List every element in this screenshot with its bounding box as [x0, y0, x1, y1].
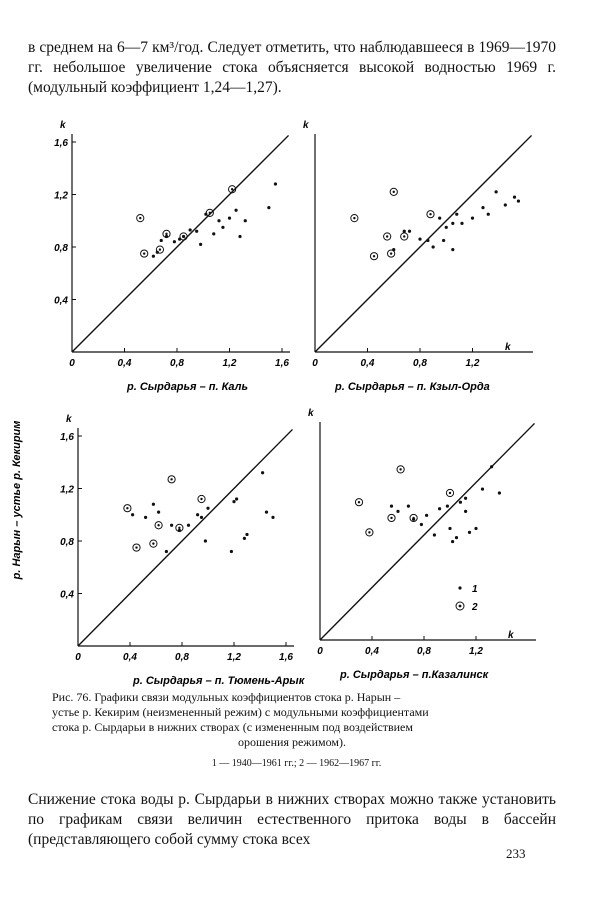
y-axis-label: р. Нарын – устье р. Кекирим: [11, 420, 23, 580]
x-tick-label: 1,2: [469, 646, 483, 657]
data-point-series-1: [212, 232, 215, 235]
data-point-series-1: [490, 465, 493, 468]
y-tick-label: 0,8: [60, 537, 74, 548]
y-tick-label: 0,8: [54, 243, 68, 254]
legend-label-2: 2: [472, 602, 478, 613]
data-point-series-1: [498, 491, 501, 494]
data-point-series-1: [131, 513, 134, 516]
x-tick-label: 0: [75, 652, 81, 663]
data-point-series-1: [271, 516, 274, 519]
data-point-series-1: [407, 505, 410, 508]
data-point-series-1: [455, 536, 458, 539]
page-number: 233: [506, 846, 526, 861]
data-point-series-1: [451, 540, 454, 543]
data-point-series-1: [165, 550, 168, 553]
y-axis-k-label: k: [303, 120, 309, 131]
data-point-series-1: [451, 222, 454, 225]
data-point-series-2: [231, 188, 233, 190]
data-point-series-2: [170, 478, 172, 480]
x-tick-label: 0,4: [360, 358, 375, 369]
data-point-series-2: [412, 517, 414, 519]
data-point-series-1: [173, 240, 176, 243]
data-point-series-2: [373, 255, 375, 257]
data-point-series-1: [245, 533, 248, 536]
data-point-series-2: [399, 468, 401, 470]
chart-panel-4: [308, 408, 536, 681]
data-point-series-1: [432, 245, 435, 248]
caption-line-1: Рис. 76. Графики связи модульных коэффициентов стока р. Нарын –: [52, 690, 401, 704]
x-tick-label: 1,6: [279, 652, 293, 663]
legend-marker-1: [458, 586, 461, 589]
data-point-series-1: [517, 199, 520, 202]
data-point-series-1: [267, 206, 270, 209]
data-point-series-1: [448, 527, 451, 530]
y-axis-k-label: k: [66, 414, 72, 425]
data-point-series-1: [170, 524, 173, 527]
data-point-series-1: [189, 228, 192, 231]
panel-title: р. Сырдарья – п. Тюмень-Арык: [133, 675, 305, 687]
y-tick-label: 0,4: [60, 589, 74, 601]
body-text-bottom: Снижение стока воды р. Сырдарьи в нижних створах можно также установить по графикам связи величин естественного притока воды в бассейн (представляющего собой сумму стока всех: [28, 791, 556, 848]
data-point-series-1: [481, 487, 484, 490]
x-axis-k-label: k: [508, 630, 514, 641]
data-point-series-1: [459, 501, 462, 504]
y-tick-label: 1,2: [54, 190, 68, 202]
data-point-series-2: [152, 542, 154, 544]
reference-line: [320, 423, 535, 640]
data-point-series-1: [464, 510, 467, 513]
data-point-series-1: [438, 507, 441, 510]
data-point-series-1: [390, 505, 393, 508]
data-point-series-2: [358, 501, 360, 503]
data-point-series-2: [209, 212, 211, 214]
x-tick-label: 0: [317, 646, 323, 657]
data-point-series-2: [368, 531, 370, 533]
data-point-series-2: [429, 213, 431, 215]
x-tick-label: 0,4: [123, 652, 137, 663]
data-point-series-1: [464, 497, 467, 500]
x-tick-label: 1,6: [275, 358, 289, 369]
data-point-series-2: [386, 235, 388, 237]
legend: [456, 584, 478, 613]
x-tick-label: 0: [312, 358, 318, 369]
data-point-series-1: [243, 537, 246, 540]
data-point-series-1: [230, 550, 233, 553]
y-tick-label: 0,4: [54, 295, 68, 307]
panel-title: р. Сырдарья – п.Казалинск: [340, 669, 489, 681]
data-point-series-1: [455, 213, 458, 216]
data-point-series-1: [204, 539, 207, 542]
data-point-series-1: [221, 226, 224, 229]
data-point-series-2: [157, 524, 159, 526]
reference-line: [78, 429, 293, 646]
data-point-series-2: [139, 217, 141, 219]
data-point-series-1: [265, 511, 268, 514]
data-point-series-2: [393, 191, 395, 193]
x-tick-label: 1,2: [465, 358, 480, 369]
data-point-series-1: [160, 239, 163, 242]
x-axis-k-label: k: [505, 342, 511, 353]
reference-line: [72, 135, 289, 352]
chart-panel-1: [54, 120, 290, 393]
data-point-series-2: [135, 546, 137, 548]
data-point-series-2: [178, 527, 180, 529]
data-point-series-1: [144, 516, 147, 519]
x-tick-label: 1,2: [222, 358, 237, 369]
chart-panel-2: [303, 120, 533, 393]
legend-label-1: 1: [472, 584, 478, 595]
data-point-series-1: [206, 507, 209, 510]
data-point-series-1: [442, 239, 445, 242]
data-point-series-1: [238, 235, 241, 238]
data-point-series-1: [438, 217, 441, 220]
data-point-series-1: [396, 510, 399, 513]
x-tick-label: 0,4: [365, 646, 379, 657]
panel-title: р. Сырдарья – п. Кзыл-Орда: [335, 381, 490, 393]
data-point-series-1: [471, 217, 474, 220]
data-point-series-1: [495, 190, 498, 193]
legend-marker-2-dot: [459, 605, 462, 608]
x-tick-label: 0,8: [413, 358, 427, 369]
caption-legend: 1 — 1940—1961 гг.; 2 — 1962—1967 гг.: [211, 758, 382, 769]
data-point-series-2: [200, 498, 202, 500]
data-point-series-1: [487, 213, 490, 216]
data-point-series-2: [403, 235, 405, 237]
data-point-series-1: [481, 206, 484, 209]
data-point-series-1: [425, 514, 428, 517]
data-point-series-1: [244, 219, 247, 222]
panel-title: р. Сырдарья – п. Каль: [127, 381, 248, 393]
data-point-series-1: [474, 527, 477, 530]
data-point-series-1: [217, 219, 220, 222]
data-point-series-1: [504, 203, 507, 206]
data-point-series-1: [418, 238, 421, 241]
caption-line-3: стока р. Сырдарьи в нижних створах (с измененным под воздействием: [52, 720, 413, 734]
chart-panel-3: [60, 414, 306, 687]
data-point-series-1: [200, 516, 203, 519]
data-point-series-1: [187, 524, 190, 527]
data-point-series-1: [195, 230, 198, 233]
data-point-series-1: [261, 471, 264, 474]
data-point-series-1: [152, 503, 155, 506]
body-text-top: в среднем на 6—7 км³/год. Следует отметить, что наблюдавшееся в 1969—1970 гг. небольшое увеличение стока объясняется высокой водностью 1969 г. (модульный коэффициент 1,24—1,27).: [28, 39, 556, 96]
data-point-series-1: [513, 196, 516, 199]
x-tick-label: 0: [69, 358, 75, 369]
data-point-series-1: [420, 523, 423, 526]
figure-caption: [52, 690, 532, 750]
data-point-series-2: [353, 217, 355, 219]
data-point-series-1: [468, 531, 471, 534]
data-point-series-1: [274, 182, 277, 185]
y-tick-label: 1,6: [54, 138, 68, 149]
data-point-series-1: [403, 230, 406, 233]
y-axis-k-label: k: [60, 120, 66, 131]
data-point-series-1: [408, 230, 411, 233]
x-tick-label: 1,2: [227, 652, 241, 663]
data-point-series-1: [451, 248, 454, 251]
data-point-series-1: [232, 500, 235, 503]
data-point-series-1: [433, 533, 436, 536]
data-point-series-1: [228, 217, 231, 220]
caption-line-4: орошения режимом).: [238, 735, 346, 749]
data-point-series-1: [445, 226, 448, 229]
data-point-series-2: [390, 517, 392, 519]
data-point-series-2: [449, 492, 451, 494]
x-tick-label: 0,8: [170, 358, 184, 369]
data-point-series-1: [426, 239, 429, 242]
data-point-series-1: [196, 513, 199, 516]
data-point-series-1: [199, 243, 202, 246]
reference-line: [315, 135, 532, 352]
data-point-series-2: [165, 233, 167, 235]
y-tick-label: 1,2: [60, 484, 74, 496]
data-point-series-2: [390, 252, 392, 254]
x-tick-label: 0,8: [417, 646, 431, 657]
data-point-series-1: [157, 511, 160, 514]
data-point-series-2: [126, 507, 128, 509]
data-point-series-2: [143, 252, 145, 254]
data-point-series-1: [234, 209, 237, 212]
data-point-series-1: [152, 255, 155, 258]
data-point-series-2: [159, 248, 161, 250]
caption-line-2: устье р. Кекирим (неизмененный режим) с модульными коэффициентами: [52, 705, 429, 719]
y-axis-k-label: k: [308, 408, 314, 419]
data-point-series-2: [182, 235, 184, 237]
data-point-series-1: [235, 497, 238, 500]
data-point-series-1: [446, 505, 449, 508]
data-point-series-1: [460, 222, 463, 225]
x-tick-label: 0,4: [117, 358, 132, 369]
y-tick-label: 1,6: [60, 432, 74, 443]
x-tick-label: 0,8: [175, 652, 189, 663]
